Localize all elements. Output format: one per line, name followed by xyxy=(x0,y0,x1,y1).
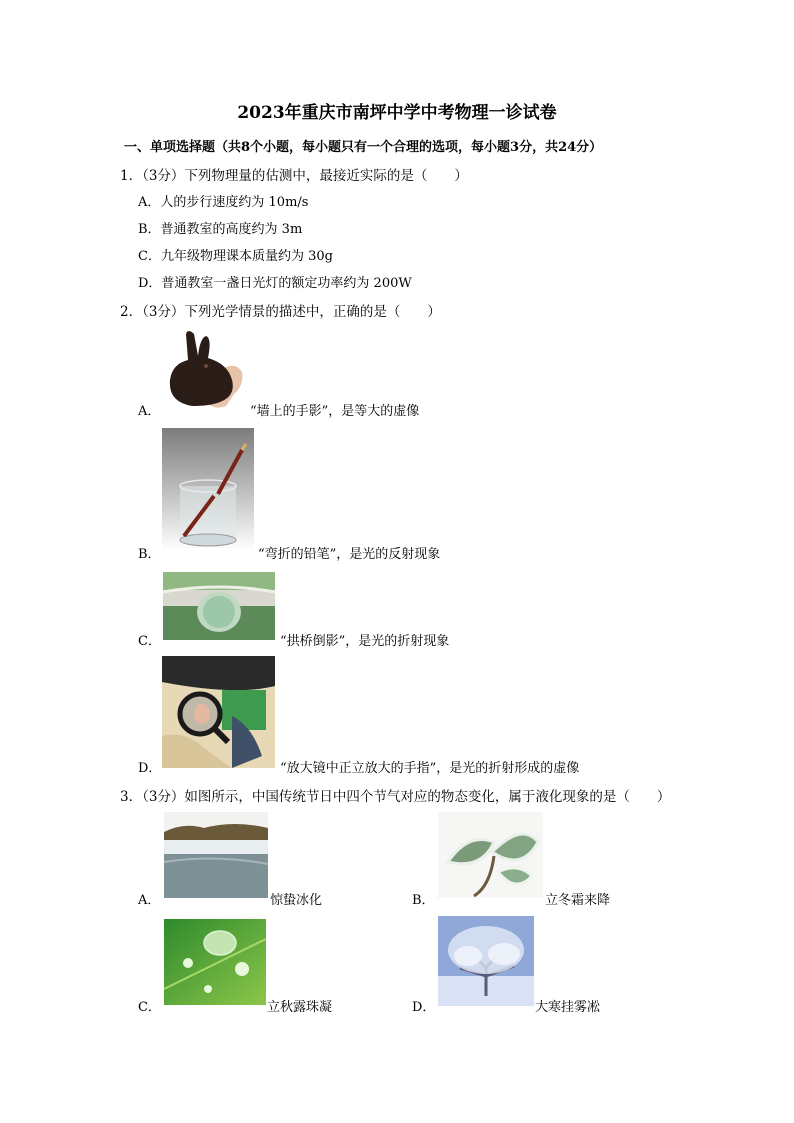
question-3-option-b-text: 立冬霜来降 xyxy=(545,893,611,908)
dew-drop-image xyxy=(164,919,266,1005)
question-2-option-a-letter: A． xyxy=(138,404,161,419)
arch-bridge-image xyxy=(163,572,275,640)
question-3-option-b-letter: B． xyxy=(412,893,435,908)
question-3-option-c-letter: C． xyxy=(138,1000,161,1015)
page-title: 2023年重庆市南坪中学中考物理一诊试卷 xyxy=(237,103,557,123)
question-2-stem: 2．（3分）下列光学情景的描述中，正确的是（ ） xyxy=(120,304,441,320)
question-2-option-c-letter: C． xyxy=(138,634,161,649)
question-3-stem: 3．（3分）如图所示，中国传统节日中四个节气对应的物态变化，属于液化现象的是（ ） xyxy=(120,789,671,805)
question-2-option-d-letter: D． xyxy=(138,761,162,776)
question-2-option-b-letter: B． xyxy=(138,547,161,562)
question-3-option-d-letter: D． xyxy=(412,1000,436,1015)
question-3-option-d-text: 大寒挂雾凇 xyxy=(535,1000,601,1015)
bent-pencil-image xyxy=(162,428,254,550)
question-1-option-c: C．九年级物理课本质量约为 30g xyxy=(138,249,333,264)
question-2-option-a-text: “墙上的手影”，是等大的虚像 xyxy=(250,404,420,419)
question-2-option-b-text: “弯折的铅笔”，是光的反射现象 xyxy=(258,547,441,562)
rime-tree-image xyxy=(438,916,534,1006)
question-2-option-d-text: “放大镜中正立放大的手指”，是光的折射形成的虚像 xyxy=(280,761,580,776)
hand-shadow-image xyxy=(162,328,244,412)
ice-melting-image xyxy=(164,812,268,898)
question-3-option-a-text: 惊蛰冰化 xyxy=(270,893,323,908)
question-1-option-b: B．普通教室的高度约为 3m xyxy=(138,222,303,237)
question-3-option-c-text: 立秋露珠凝 xyxy=(267,1000,333,1015)
question-1-option-a: A．人的步行速度约为 10m/s xyxy=(138,195,309,210)
question-1-option-d: D．普通教室一盏日光灯的额定功率约为 200W xyxy=(138,276,412,291)
question-1-stem: 1．（3分）下列物理量的估测中，最接近实际的是（ ） xyxy=(120,168,468,184)
frost-leaves-image xyxy=(438,812,543,898)
section-heading: 一、单项选择题（共8个小题，每小题只有一个合理的选项，每小题3分，共24分） xyxy=(124,140,603,155)
magnifier-finger-image xyxy=(162,656,275,768)
question-3-option-a-letter: A． xyxy=(138,893,161,908)
question-2-option-c-text: “拱桥倒影”，是光的折射现象 xyxy=(280,634,450,649)
